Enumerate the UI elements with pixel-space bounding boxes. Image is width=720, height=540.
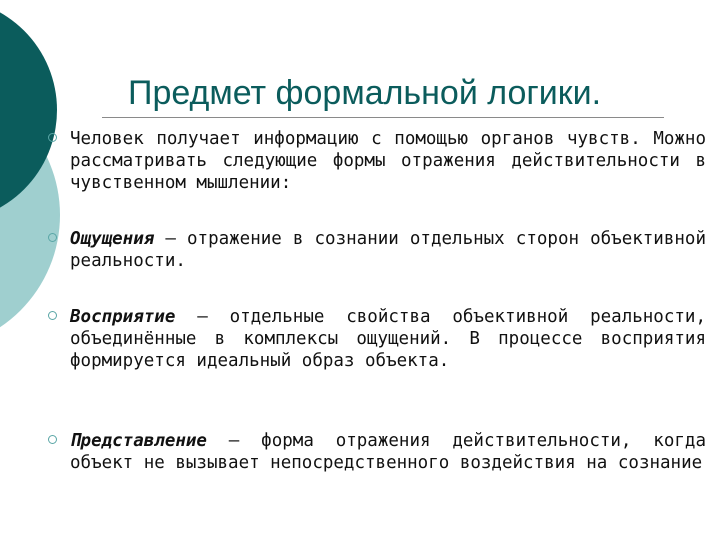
bullet-item-representation — [70, 430, 706, 474]
bullet-item-sensation — [70, 228, 706, 272]
bullet-text — [70, 228, 706, 272]
bullet-term: Представление — [70, 431, 207, 451]
bullet-marker-icon — [48, 133, 57, 142]
bullet-term: Восприятие — [70, 307, 176, 327]
bullet-marker-icon — [48, 233, 57, 242]
bullet-description: – форма отражения действительности, когда объект не вызывает непосредственного воздействия на сознание — [70, 431, 706, 473]
bullet-text — [70, 306, 706, 372]
bullet-description: – отражение в сознании отдельных сторон объективной реальности. — [70, 229, 706, 271]
bullet-description: Человек получает информацию с помощью органов чувств. Можно рассматривать следующие формы отражения действительности в чувственном мышлении: — [70, 129, 706, 193]
bullet-term: Ощущения — [70, 229, 155, 249]
bullet-text — [70, 430, 706, 474]
bullet-description: – отдельные свойства объективной реальности, объединённые в комплексы ощущений. В процессе восприятия формируется идеальный образ объекта. — [70, 307, 706, 371]
slide-title: Предмет формальной логики. — [128, 74, 602, 112]
bullet-item-intro — [70, 128, 706, 194]
bullet-marker-icon — [48, 311, 57, 320]
bullet-text — [70, 128, 706, 194]
bullet-item-perception — [70, 306, 706, 372]
bullet-marker-icon — [48, 435, 57, 444]
